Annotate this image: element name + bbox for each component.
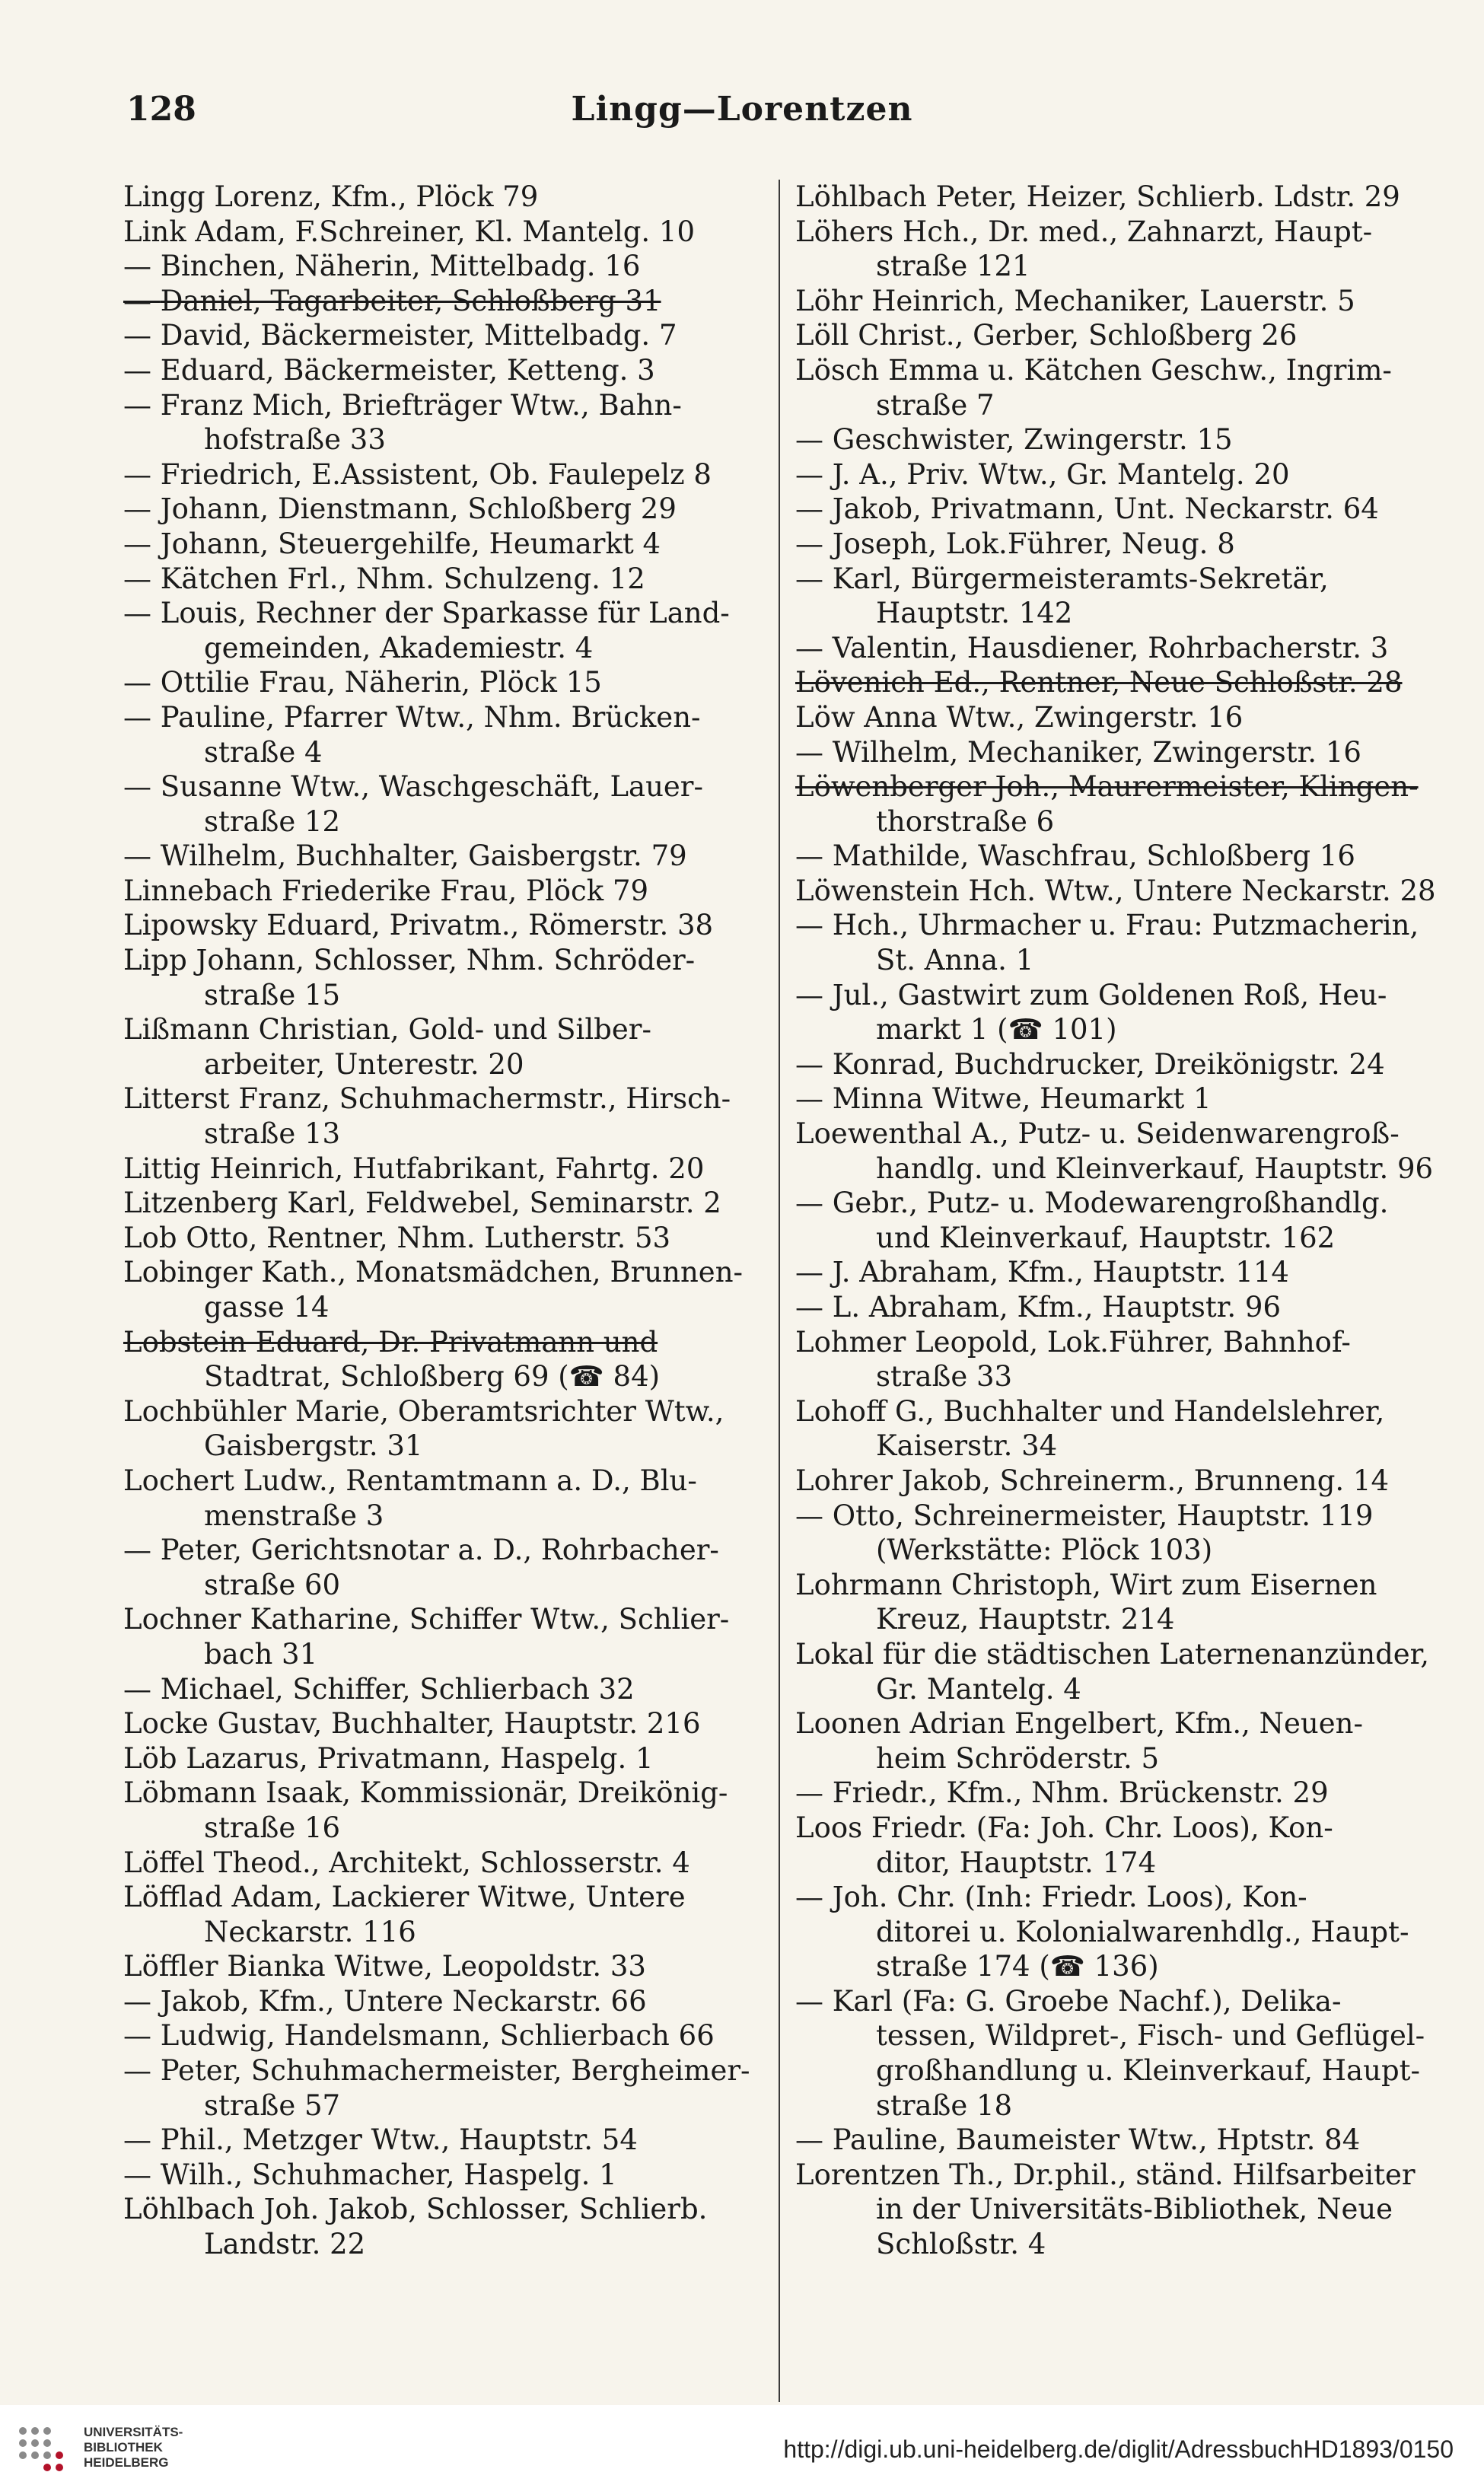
- entry-line: — Wilhelm, Mechaniker, Zwingerstr. 16: [795, 735, 1446, 770]
- entry-line: Lösch Emma u. Kätchen Geschw., Ingrim-: [795, 353, 1392, 387]
- directory-entry: [795, 874, 1446, 909]
- directory-entry: [795, 1880, 1446, 1984]
- entry-line: Gr. Mantelg. 4: [876, 1672, 1081, 1706]
- entry-line: markt 1 (☎ 101): [876, 1013, 1117, 1046]
- entry-line: straße 15: [204, 978, 341, 1011]
- entry-line: straße 121: [876, 250, 1030, 283]
- entry-line: — Konrad, Buchdrucker, Dreikönigstr. 24: [795, 1047, 1446, 1082]
- page-title: Lingg—Lorentzen: [571, 90, 913, 129]
- entry-line: Lochner Katharine, Schiffer Wtw., Schlier-: [123, 1603, 730, 1636]
- directory-entry: [795, 1776, 1446, 1811]
- directory-entry: [123, 388, 774, 457]
- entry-line: straße 18: [876, 2088, 1013, 2122]
- directory-entry: [123, 1394, 774, 1464]
- entry-line: — J. A., Priv. Wtw., Gr. Mantelg. 20: [795, 457, 1446, 492]
- entry-line: Lochbühler Marie, Oberamtsrichter Wtw.,: [123, 1394, 724, 1428]
- directory-entry: [123, 1221, 774, 1256]
- entry-line: Loonen Adrian Engelbert, Kfm., Neuen-: [795, 1707, 1363, 1741]
- source-url[interactable]: http://digi.ub.uni-heidelberg.de/diglit/AdressbuchHD1893/0150: [783, 2435, 1454, 2463]
- entry-line: in der Universitäts-Bibliothek, Neue: [876, 2193, 1393, 2226]
- library-name-line: UNIVERSITÄTS-: [84, 2425, 183, 2439]
- entry-line: Lobstein Eduard, Dr. Privatmann und: [123, 1325, 658, 1359]
- entry-line: Hauptstr. 142: [876, 597, 1073, 630]
- entry-line: Löll Christ., Gerber, Schloßberg 26: [795, 319, 1298, 352]
- directory-entry: [123, 1186, 774, 1221]
- entry-line: St. Anna. 1: [876, 944, 1034, 977]
- entry-line: Löffler Bianka Witwe, Leopoldstr. 33: [123, 1950, 646, 1983]
- column-divider: [779, 180, 780, 2402]
- entry-line: Lob Otto, Rentner, Nhm. Lutherstr. 53: [123, 1221, 671, 1254]
- entry-line: ditorei u. Kolonialwarenhdlg., Haupt-: [876, 1915, 1409, 1948]
- entry-line: arbeiter, Unterestr. 20: [204, 1047, 524, 1081]
- entry-line: — Ottilie Frau, Näherin, Plöck 15: [123, 665, 774, 700]
- directory-entry: [123, 527, 774, 562]
- entry-line: und Kleinverkauf, Hauptstr. 162: [876, 1221, 1336, 1254]
- directory-entry: [123, 596, 774, 665]
- entry-line: Littig Heinrich, Hutfabrikant, Fahrtg. 20: [123, 1152, 705, 1185]
- entry-line: Lohrer Jakob, Schreinerm., Brunneng. 14: [795, 1464, 1389, 1497]
- directory-entry: [795, 492, 1446, 527]
- entry-line: Litzenberg Karl, Feldwebel, Seminarstr. 2: [123, 1187, 721, 1220]
- entry-line: straße 174 (☎ 136): [876, 1950, 1159, 1983]
- entry-line: Lohoff G., Buchhalter und Handelslehrer,: [795, 1394, 1385, 1428]
- directory-entry: [795, 353, 1446, 422]
- directory-entry: [123, 1533, 774, 1602]
- directory-entry: [795, 1637, 1446, 1706]
- entry-line: — Gebr., Putz- u. Modewarengroßhandlg.: [795, 1186, 1446, 1221]
- directory-entry: [795, 284, 1446, 319]
- directory-entry: [123, 1325, 774, 1394]
- directory-entry: [795, 1499, 1446, 1568]
- entry-line: Löwenstein Hch. Wtw., Untere Neckarstr. 28: [795, 874, 1436, 907]
- directory-entry: [123, 1255, 774, 1324]
- directory-entry: [795, 215, 1446, 284]
- directory-entry: [795, 1047, 1446, 1082]
- entry-line: — Hch., Uhrmacher u. Frau: Putzmacherin,: [795, 908, 1446, 943]
- directory-entry: [123, 908, 774, 943]
- entry-line: — Pauline, Baumeister Wtw., Hptstr. 84: [795, 2123, 1446, 2158]
- entry-line: — Jul., Gastwirt zum Goldenen Roß, Heu-: [795, 978, 1446, 1013]
- entry-line: straße 33: [876, 1360, 1013, 1394]
- directory-entry: [123, 1984, 774, 2019]
- entry-line: gemeinden, Akademiestr. 4: [204, 631, 594, 664]
- directory-entry: [123, 665, 774, 700]
- entry-line: Löhlbach Peter, Heizer, Schlierb. Ldstr. 29: [795, 180, 1400, 213]
- entry-line: Lobinger Kath., Monatsmädchen, Brunnen-: [123, 1256, 744, 1289]
- entry-line: — Geschwister, Zwingerstr. 15: [795, 422, 1446, 457]
- entry-line: Kaiserstr. 34: [876, 1429, 1058, 1463]
- directory-entry: [795, 2158, 1446, 2262]
- entry-line: großhandlung u. Kleinverkauf, Haupt-: [876, 2054, 1420, 2088]
- directory-entry: [123, 318, 774, 353]
- entry-line: straße 7: [876, 388, 995, 422]
- directory-entry: [123, 1602, 774, 1671]
- entry-line: straße 60: [204, 1568, 341, 1601]
- entry-line: — Wilh., Schuhmacher, Haspelg. 1: [123, 2158, 774, 2193]
- directory-entry: [123, 1776, 774, 1845]
- entry-line: — Minna Witwe, Heumarkt 1: [795, 1082, 1446, 1117]
- entry-line: Gaisbergstr. 31: [204, 1429, 423, 1463]
- entry-line: Lißmann Christian, Gold- und Silber-: [123, 1013, 651, 1046]
- entry-line: Löhlbach Joh. Jakob, Schlosser, Schlierb.: [123, 2193, 708, 2226]
- entry-line: — Binchen, Näherin, Mittelbadg. 16: [123, 249, 774, 284]
- page-number: 128: [126, 90, 196, 129]
- directory-entry: [795, 180, 1446, 215]
- entry-line: — Ludwig, Handelsmann, Schlierbach 66: [123, 2018, 774, 2053]
- entry-line: Schloßstr. 4: [876, 2228, 1046, 2261]
- entry-line: menstraße 3: [204, 1499, 384, 1532]
- entry-line: Lochert Ludw., Rentamtmann a. D., Blu-: [123, 1464, 697, 1497]
- entry-line: — Phil., Metzger Wtw., Hauptstr. 54: [123, 2123, 774, 2158]
- entry-line: Neckarstr. 116: [204, 1915, 416, 1948]
- footer-bar: [0, 2405, 1484, 2488]
- directory-entry: [795, 527, 1446, 562]
- directory-entry: [123, 769, 774, 839]
- entry-line: Löhr Heinrich, Mechaniker, Lauerstr. 5: [795, 284, 1355, 317]
- library-name-line: BIBLIOTHEK: [84, 2440, 163, 2455]
- entry-line: — Friedr., Kfm., Nhm. Brückenstr. 29: [795, 1776, 1446, 1811]
- entry-line: — Jakob, Privatmann, Unt. Neckarstr. 64: [795, 492, 1446, 527]
- directory-entry: [795, 700, 1446, 735]
- entry-line: Lohmer Leopold, Lok.Führer, Bahnhof-: [795, 1325, 1351, 1359]
- directory-entry: [123, 215, 774, 250]
- entry-line: — Eduard, Bäckermeister, Ketteng. 3: [123, 353, 774, 388]
- directory-entry: [795, 1706, 1446, 1776]
- entry-line: Löbmann Isaak, Kommissionär, Dreikönig-: [123, 1776, 728, 1810]
- directory-entry: [795, 318, 1446, 353]
- entry-line: — Pauline, Pfarrer Wtw., Nhm. Brücken-: [123, 700, 774, 735]
- entry-line: — Friedrich, E.Assistent, Ob. Faulepelz 8: [123, 457, 774, 492]
- directory-entry: [123, 1082, 774, 1151]
- directory-entry: [123, 1464, 774, 1533]
- entry-line: straße 4: [204, 735, 323, 769]
- entry-line: Locke Gustav, Buchhalter, Hauptstr. 216: [123, 1707, 701, 1741]
- entry-line: — Franz Mich, Briefträger Wtw., Bahn-: [123, 388, 774, 423]
- entry-line: ditor, Hauptstr. 174: [876, 1846, 1157, 1879]
- directory-entry: [123, 1152, 774, 1187]
- directory-entry: [795, 1117, 1446, 1186]
- entry-line: hofstraße 33: [204, 423, 386, 457]
- directory-entry: [123, 2123, 774, 2158]
- entry-line: Lipowsky Eduard, Privatm., Römerstr. 38: [123, 909, 714, 942]
- entry-line: Lokal für die städtischen Laternenanzünder,: [795, 1637, 1430, 1671]
- directory-entry: [795, 908, 1446, 977]
- entry-line: — Karl, Bürgermeisteramts-Sekretär,: [795, 562, 1446, 597]
- directory-entry: [795, 1255, 1446, 1290]
- entry-line: — Wilhelm, Buchhalter, Gaisbergstr. 79: [123, 839, 774, 874]
- entry-line: Kreuz, Hauptstr. 214: [876, 1603, 1175, 1636]
- entry-line: tessen, Wildpret-, Fisch- und Geflügel-: [876, 2019, 1425, 2053]
- entry-line: Loewenthal A., Putz- u. Seidenwarengroß-: [795, 1117, 1400, 1151]
- directory-entry: [123, 839, 774, 874]
- entry-line: — Susanne Wtw., Waschgeschäft, Lauer-: [123, 769, 774, 804]
- entry-line: — Michael, Schiffer, Schlierbach 32: [123, 1672, 774, 1707]
- directory-entry: [123, 1706, 774, 1741]
- entry-line: — Daniel, Tagarbeiter, Schloßberg 31: [123, 284, 774, 319]
- directory-entry: [795, 562, 1446, 631]
- directory-entry: [795, 735, 1446, 770]
- entry-line: — Kätchen Frl., Nhm. Schulzeng. 12: [123, 562, 774, 597]
- entry-line: Lipp Johann, Schlosser, Nhm. Schröder-: [123, 944, 696, 977]
- entry-line: heim Schröderstr. 5: [876, 1741, 1160, 1775]
- entry-line: — Mathilde, Waschfrau, Schloßberg 16: [795, 839, 1446, 874]
- entry-line: — Jakob, Kfm., Untere Neckarstr. 66: [123, 1984, 774, 2019]
- directory-entry: [123, 943, 774, 1012]
- directory-entry: [795, 1811, 1446, 1880]
- directory-entry: [795, 2123, 1446, 2158]
- directory-entry: [795, 422, 1446, 457]
- entry-line: Landstr. 22: [204, 2228, 366, 2261]
- entry-line: Löhers Hch., Dr. med., Zahnarzt, Haupt-: [795, 215, 1373, 248]
- directory-entry: [123, 2192, 774, 2261]
- entry-line: — Valentin, Hausdiener, Rohrbacherstr. 3: [795, 631, 1446, 666]
- directory-entry: [795, 1984, 1446, 2123]
- entry-line: (Werkstätte: Plöck 103): [876, 1534, 1213, 1567]
- directory-entry: [123, 562, 774, 597]
- entry-line: — Johann, Steuergehilfe, Heumarkt 4: [123, 527, 774, 562]
- entry-line: Stadtrat, Schloßberg 69 (☎ 84): [204, 1360, 661, 1394]
- directory-entry: [795, 1568, 1446, 1637]
- entry-line: Lövenich Ed., Rentner, Neue Schloßstr. 28: [795, 666, 1403, 699]
- university-library-logo-icon: [14, 2422, 75, 2483]
- entry-line: — Joh. Chr. (Inh: Friedr. Loos), Kon-: [795, 1880, 1446, 1915]
- directory-entry: [123, 1672, 774, 1707]
- directory-entry: [123, 700, 774, 769]
- entry-line: Loos Friedr. (Fa: Joh. Chr. Loos), Kon-: [795, 1811, 1333, 1844]
- directory-entry: [795, 769, 1446, 839]
- directory-entry: [795, 631, 1446, 666]
- entry-line: Lingg Lorenz, Kfm., Plöck 79: [123, 180, 539, 213]
- entry-line: Lorentzen Th., Dr.phil., ständ. Hilfsarbeiter: [795, 2158, 1416, 2191]
- directory-entry: [123, 1846, 774, 1881]
- directory-entry: [123, 284, 774, 319]
- directory-entry: [123, 1741, 774, 1776]
- directory-entry: [123, 457, 774, 492]
- directory-entry: [795, 665, 1446, 700]
- directory-entry: [123, 353, 774, 388]
- directory-entry: [123, 492, 774, 527]
- entry-line: straße 13: [204, 1117, 341, 1151]
- entry-line: straße 12: [204, 804, 341, 838]
- directory-entry: [795, 978, 1446, 1047]
- directory-entry: [123, 1949, 774, 1984]
- entry-line: Löffel Theod., Architekt, Schlosserstr. 4: [123, 1846, 690, 1879]
- entry-line: thorstraße 6: [876, 804, 1055, 838]
- entry-line: Linnebach Friederike Frau, Plöck 79: [123, 874, 649, 907]
- entry-line: Löb Lazarus, Privatmann, Haspelg. 1: [123, 1741, 654, 1775]
- entry-line: — David, Bäckermeister, Mittelbadg. 7: [123, 318, 774, 353]
- entry-line: — Joseph, Lok.Führer, Neug. 8: [795, 527, 1446, 562]
- library-name: [84, 2425, 183, 2470]
- library-name-line: HEIDELBERG: [84, 2455, 169, 2470]
- directory-entry: [123, 1012, 774, 1082]
- right-column: [795, 180, 1446, 2262]
- entry-line: Link Adam, F.Schreiner, Kl. Mantelg. 10: [123, 215, 696, 248]
- directory-entry: [795, 1290, 1446, 1325]
- entry-line: — L. Abraham, Kfm., Hauptstr. 96: [795, 1290, 1446, 1325]
- entry-line: — J. Abraham, Kfm., Hauptstr. 114: [795, 1255, 1446, 1290]
- entry-line: Litterst Franz, Schuhmachermstr., Hirsch-: [123, 1082, 731, 1116]
- entry-line: Löwenberger Joh., Maurermeister, Klingen-: [795, 770, 1419, 804]
- directory-entry: [123, 249, 774, 284]
- entry-line: Löfflad Adam, Lackierer Witwe, Untere: [123, 1881, 686, 1914]
- entry-line: straße 57: [204, 2088, 341, 2122]
- directory-entry: [123, 180, 774, 215]
- directory-entry: [795, 457, 1446, 492]
- entry-line: Lohrmann Christoph, Wirt zum Eisernen: [795, 1568, 1377, 1601]
- entry-line: — Peter, Schuhmachermeister, Bergheimer-: [123, 2053, 774, 2088]
- directory-entry: [123, 2053, 774, 2123]
- entry-line: — Otto, Schreinermeister, Hauptstr. 119: [795, 1499, 1446, 1534]
- entry-line: — Louis, Rechner der Sparkasse für Land-: [123, 596, 774, 631]
- entry-line: — Johann, Dienstmann, Schloßberg 29: [123, 492, 774, 527]
- directory-entry: [795, 1464, 1446, 1499]
- directory-entry: [795, 1186, 1446, 1255]
- entry-line: — Peter, Gerichtsnotar a. D., Rohrbacher-: [123, 1533, 774, 1568]
- entry-line: handlg. und Kleinverkauf, Hauptstr. 96: [876, 1152, 1434, 1185]
- directory-entry: [123, 2158, 774, 2193]
- entry-line: — Karl (Fa: G. Groebe Nachf.), Delika-: [795, 1984, 1446, 2019]
- directory-entry: [795, 1325, 1446, 1394]
- directory-entry: [123, 874, 774, 909]
- page-header: [0, 90, 1484, 143]
- directory-entry: [795, 1082, 1446, 1117]
- entry-line: bach 31: [204, 1637, 318, 1671]
- entry-line: gasse 14: [204, 1291, 330, 1324]
- entry-line: straße 16: [204, 1811, 341, 1844]
- entry-line: Löw Anna Wtw., Zwingerstr. 16: [795, 700, 1244, 734]
- directory-entry: [123, 2018, 774, 2053]
- directory-entry: [123, 1880, 774, 1949]
- directory-entry: [795, 1394, 1446, 1464]
- left-column: [123, 180, 774, 2262]
- directory-entry: [795, 839, 1446, 874]
